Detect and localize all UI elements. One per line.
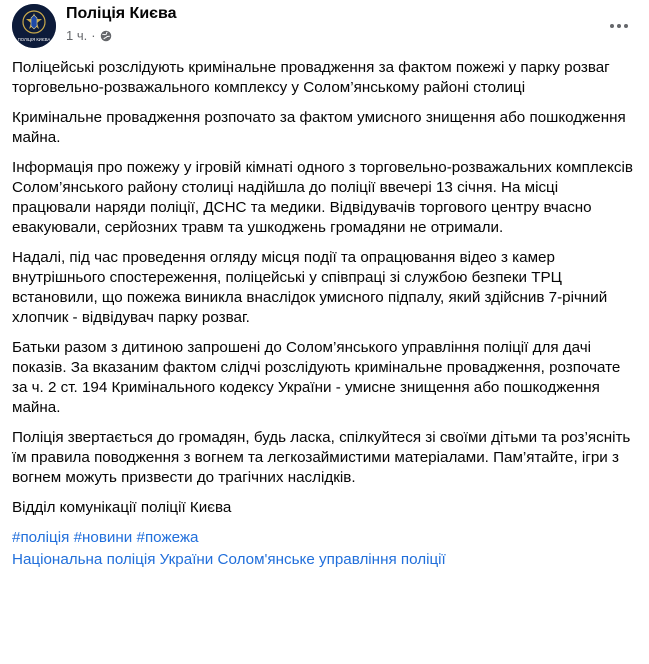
post-content <box>12 58 637 570</box>
meta-separator: · <box>91 28 96 43</box>
tagged-pages <box>12 550 637 570</box>
post-meta <box>66 28 112 43</box>
post-paragraph: Кримінальне провадження розпочато за фактом умисного знищення або пошкодження майна. <box>12 109 626 146</box>
tagged-page-link[interactable]: Солом'янське управління поліції <box>217 551 446 568</box>
tagged-page-link[interactable]: Національна поліція України <box>12 551 214 568</box>
page-avatar[interactable] <box>12 4 56 48</box>
police-emblem-icon <box>12 4 56 48</box>
hashtag-list <box>12 528 637 548</box>
post-paragraph: Інформація про пожежу у ігровій кімнаті одного з торговельно-розважальних комплексів Солом’янського району столиці надійшла до поліції ввечері 13 січня. На місці працювали наряди поліції, ДСНС та медики. Відвідувачів торгового центру вчасно евакуювали, серйозних травм та ушкоджень громадяни не отримали. <box>12 159 633 236</box>
hashtag-link[interactable]: #пожежа <box>136 529 199 546</box>
more-options-button[interactable] <box>601 8 637 44</box>
post-signature: Відділ комунікації поліції Києва <box>12 499 232 516</box>
post-paragraph: Надалі, під час проведення огляду місця події та опрацювання відео з камер внутрішнього спостереження, поліцейські у співпраці зі службою безпеки ТРЦ встановили, що пожежа виникла внаслідок умисного підпалу, який здійснив 7-річний хлопчик - відвідувач парку розваг. <box>12 249 608 326</box>
post-time[interactable]: 1 ч. <box>66 28 88 43</box>
page-name-link[interactable]: Поліція Києва <box>66 5 177 22</box>
avatar-caption: ПОЛІЦІЯ КИЄВА <box>17 37 51 42</box>
hashtag-link[interactable]: #новини <box>73 529 133 546</box>
globe-icon[interactable] <box>100 30 112 42</box>
post-paragraph-title: Поліцейські розслідують кримінальне провадження за фактом пожежі у парку розваг торговельно-розважального комплексу у Солом’янському районі столиці <box>12 59 610 96</box>
post-paragraph: Батьки разом з дитиною запрошені до Солом’янського управління поліції для дачі показів. За вказаним фактом слідчі розслідують кримінальне провадження, розпочате за ч. 2 ст. 194 Кримінального кодексу України - умисне знищення або пошкодження майна. <box>12 339 621 416</box>
more-dots-icon <box>609 23 629 29</box>
post-header <box>12 4 637 48</box>
post-paragraph: Поліція звертається до громадян, будь ласка, спілкуйтеся зі своїми дітьми та роз’ясніть їм правила поводження з вогнем та легкозаймистими матеріалами. Пам’ятайте, ігри з вогнем можуть призвести до трагічних наслідків. <box>12 429 631 486</box>
hashtag-link[interactable]: #поліція <box>12 529 70 546</box>
